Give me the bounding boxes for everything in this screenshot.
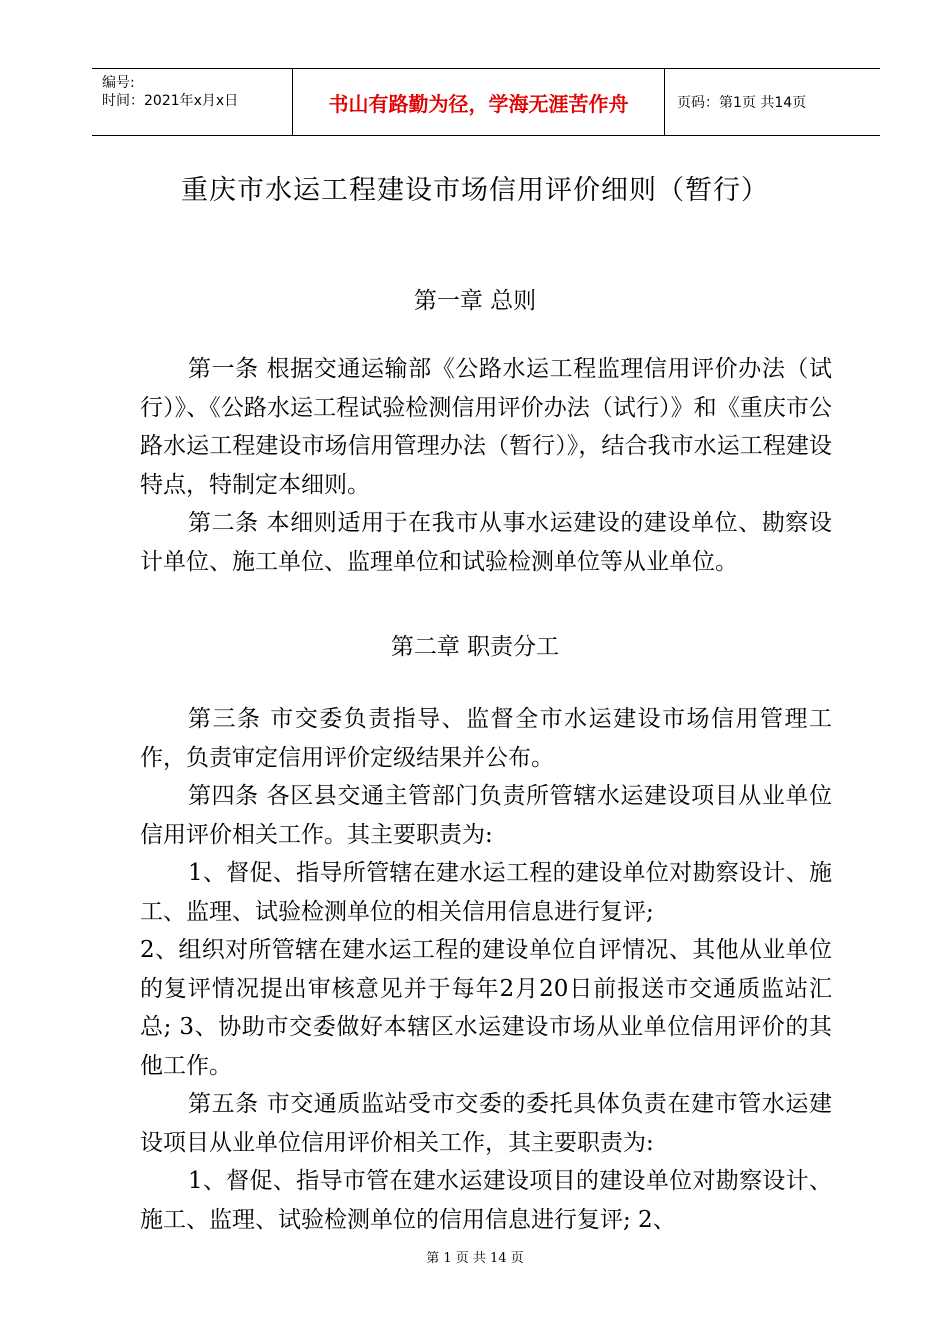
article-5-item-1: 1、督促、指导市管在建水运建设项目的建设单位对勘察设计、施工、监理、试验检测单位的信用信息进行复评; 2、 <box>140 1168 832 1233</box>
header-info-cell <box>92 69 293 135</box>
header-page-label: 页码：第1页 共14页 <box>677 95 807 111</box>
chapter-1-body <box>140 350 832 581</box>
header-motto: 书山有路勤为径，学海无涯苦作舟 <box>293 69 665 135</box>
chapter-2-body <box>140 700 832 1239</box>
article-4: 第四条 各区县交通主管部门负责所管辖水运建设项目从业单位信用评价相关工作。其主要职责为: <box>140 783 832 848</box>
article-4-item-1: 1、督促、指导所管辖在建水运工程的建设单位对勘察设计、施工、监理、试验检测单位的相关信用信息进行复评; <box>140 860 832 925</box>
article-4-item-2: 2、组织对所管辖在建水运工程的建设单位自评情况、其他从业单位的复评情况提出审核意见并于每年2月20日前报送市交通质监站汇总; 3、协助市交委做好本辖区水运建设市场从业单位信用评价的其他工作。 <box>140 937 832 1079</box>
article-3: 第三条 市交委负责指导、监督全市水运建设市场信用管理工作，负责审定信用评价定级结果并公布。 <box>140 706 832 771</box>
document-header <box>92 68 880 136</box>
chapter-2-heading: 第二章 职责分工 <box>390 634 560 660</box>
number-label: 编号: <box>102 75 135 91</box>
document-title: 重庆市水运工程建设市场信用评价细则（暂行） <box>181 175 769 206</box>
time-label: 时间：2021年x月x日 <box>102 93 239 109</box>
article-1: 第一条 根据交通运输部《公路水运工程监理信用评价办法（试行）》、《公路水运工程试验检测信用评价办法（试行）》和《重庆市公路水运工程建设市场信用管理办法（暂行）》，结合我市水运工程建设特点，特制定本细则。 <box>140 356 832 498</box>
article-2: 第二条 本细则适用于在我市从事水运建设的建设单位、勘察设计单位、施工单位、监理单位和试验检测单位等从业单位。 <box>140 510 832 575</box>
article-5: 第五条 市交通质监站受市交委的委托具体负责在建市管水运建设项目从业单位信用评价相关工作，其主要职责为: <box>140 1091 832 1156</box>
chapter-1-heading: 第一章 总则 <box>413 288 537 314</box>
page-footer: 第 1 页 共 14 页 <box>426 1251 524 1266</box>
